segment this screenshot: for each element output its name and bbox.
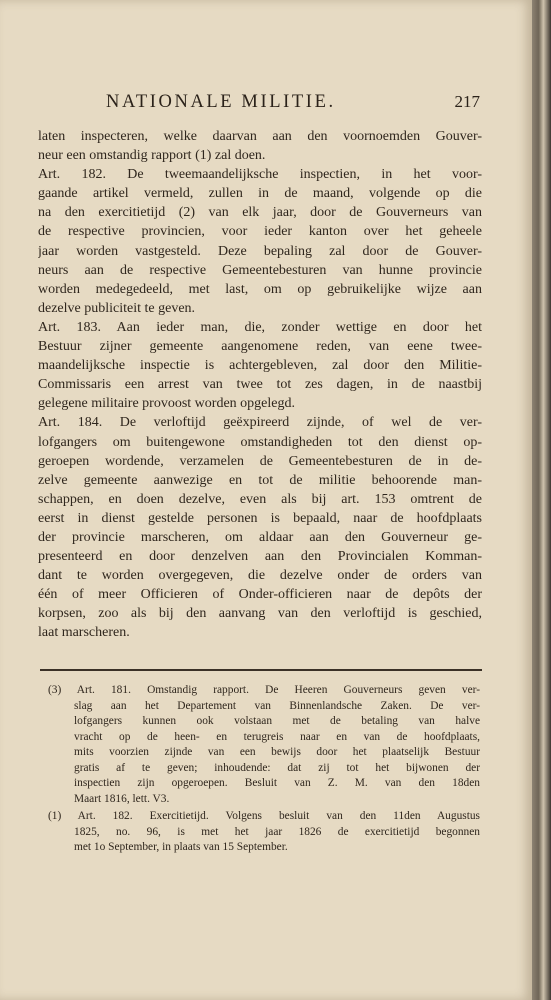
body-line: geroepen wordende, verzamelen de Gemeentebesturen de in de- — [38, 453, 482, 469]
footnote-line: Maart 1816, lett. V3. — [74, 792, 170, 805]
body-line: dezelve publiciteit te geven. — [38, 300, 196, 316]
footnote-line: (3) Art. 181. Omstandig rapport. De Heeren Gouverneurs geven ver- — [48, 684, 480, 696]
body-line: schappen, en doen dezelve, even als bij art. 153 omtrent de — [38, 491, 482, 507]
body-text — [38, 127, 482, 643]
body-line: gelegene militaire provoost worden opgelegd. — [38, 396, 295, 412]
footnote — [48, 683, 480, 807]
footnote-line: (1) Art. 182. Exercitietijd. Volgens besluit van den 11den Augustus — [48, 810, 480, 822]
body-line: eerst in dienst gestelde personen is bepaald, naar de hoofdplaats — [38, 510, 482, 526]
body-line: neurs aan de respective Gemeentebesturen van hunne provincie — [38, 262, 482, 278]
body-line: Commissaris een arrest van twee tot zes dagen, in de naastbij — [38, 377, 482, 393]
body-line: neur een omstandig rapport (1) zal doen. — [38, 148, 266, 164]
running-title: NATIONALE MILITIE. — [106, 92, 336, 112]
body-line: Art. 183. Aan ieder man, die, zonder wettige en door het — [38, 319, 482, 335]
body-line: maandelijksche inspectie is achtergebleven, zal door den Militie- — [38, 358, 482, 374]
footnote-line: 1825, no. 96, is met het jaar 1826 de exercitietijd begonnen — [74, 825, 480, 838]
body-line: dant te worden overgegeven, die dezelve onder de orders van — [38, 568, 482, 584]
body-line: Bestuur zijner gemeente aangenomene reden, van eene twee- — [38, 339, 482, 355]
body-line: gaande artikel vermeld, zullen in de maand, volgende op die — [38, 186, 482, 202]
body-line: worden medegedeeld, met last, om op gebruikelijke wijze aan — [38, 281, 482, 297]
footnote — [48, 809, 480, 856]
body-line: Art. 184. De verloftijd geëxpireerd zijnde, of wel de ver- — [38, 415, 482, 431]
body-line: één of meer Officieren of Onder-officieren naar de depôts der — [38, 587, 482, 603]
footnote-line: gratis af te geven; inhoudende: dat zij tot het bijwonen der — [74, 761, 480, 774]
footnote-rule — [40, 669, 482, 671]
body-line: korpsen, zoo als bij den aanvang van den verloftijd is geschied, — [38, 606, 482, 622]
body-line: de respective provincien, voor ieder kanton over het geheele — [38, 224, 482, 240]
body-line: zelve gemeente aanwezige en tot de militie behoorende man- — [38, 472, 482, 488]
footnote-line: vracht op de heen- en terugreis naar en van de hoofdplaats, — [74, 730, 480, 743]
body-line: Art. 182. De tweemaandelijksche inspectien, in het voor- — [38, 167, 482, 183]
footnote-line: met 1o September, in plaats van 15 September. — [74, 841, 288, 853]
body-line: laat marscheren. — [38, 625, 130, 641]
footnote-line: inspectien zijn opgeroepen. Besluit van Z. M. van den 18den — [74, 777, 480, 789]
footnote-line: lofgangers kunnen ook volstaan met de betaling van halve — [74, 715, 480, 727]
body-line: na den exercitietijd (2) van elk jaar, door de Gouverneurs van — [38, 205, 482, 221]
body-line: jaar worden vastgesteld. Deze bepaling zal door de Gouver- — [38, 243, 482, 259]
footnote-line: slag aan het Departement van Binnenlandsche Zaken. De ver- — [74, 699, 480, 712]
body-line: lofgangers om buitengewone omstandigheden tot den dienst op- — [38, 434, 482, 450]
footnote-line: mits voorzien zijnde van een bewijs door het plaatselijk Bestuur — [74, 746, 480, 758]
footnotes — [48, 683, 480, 858]
page-edge — [532, 0, 551, 1000]
body-line: laten inspecteren, welke daarvan aan den voornoemden Gouver- — [38, 129, 482, 144]
body-line: der provincie marscheren, om aldaar aan den Gouverneur ge- — [38, 529, 482, 545]
page-header — [48, 92, 480, 118]
body-line: presenteerd en door denzelven aan den Provincialen Komman- — [38, 549, 482, 565]
page-number: 217 — [454, 92, 480, 111]
